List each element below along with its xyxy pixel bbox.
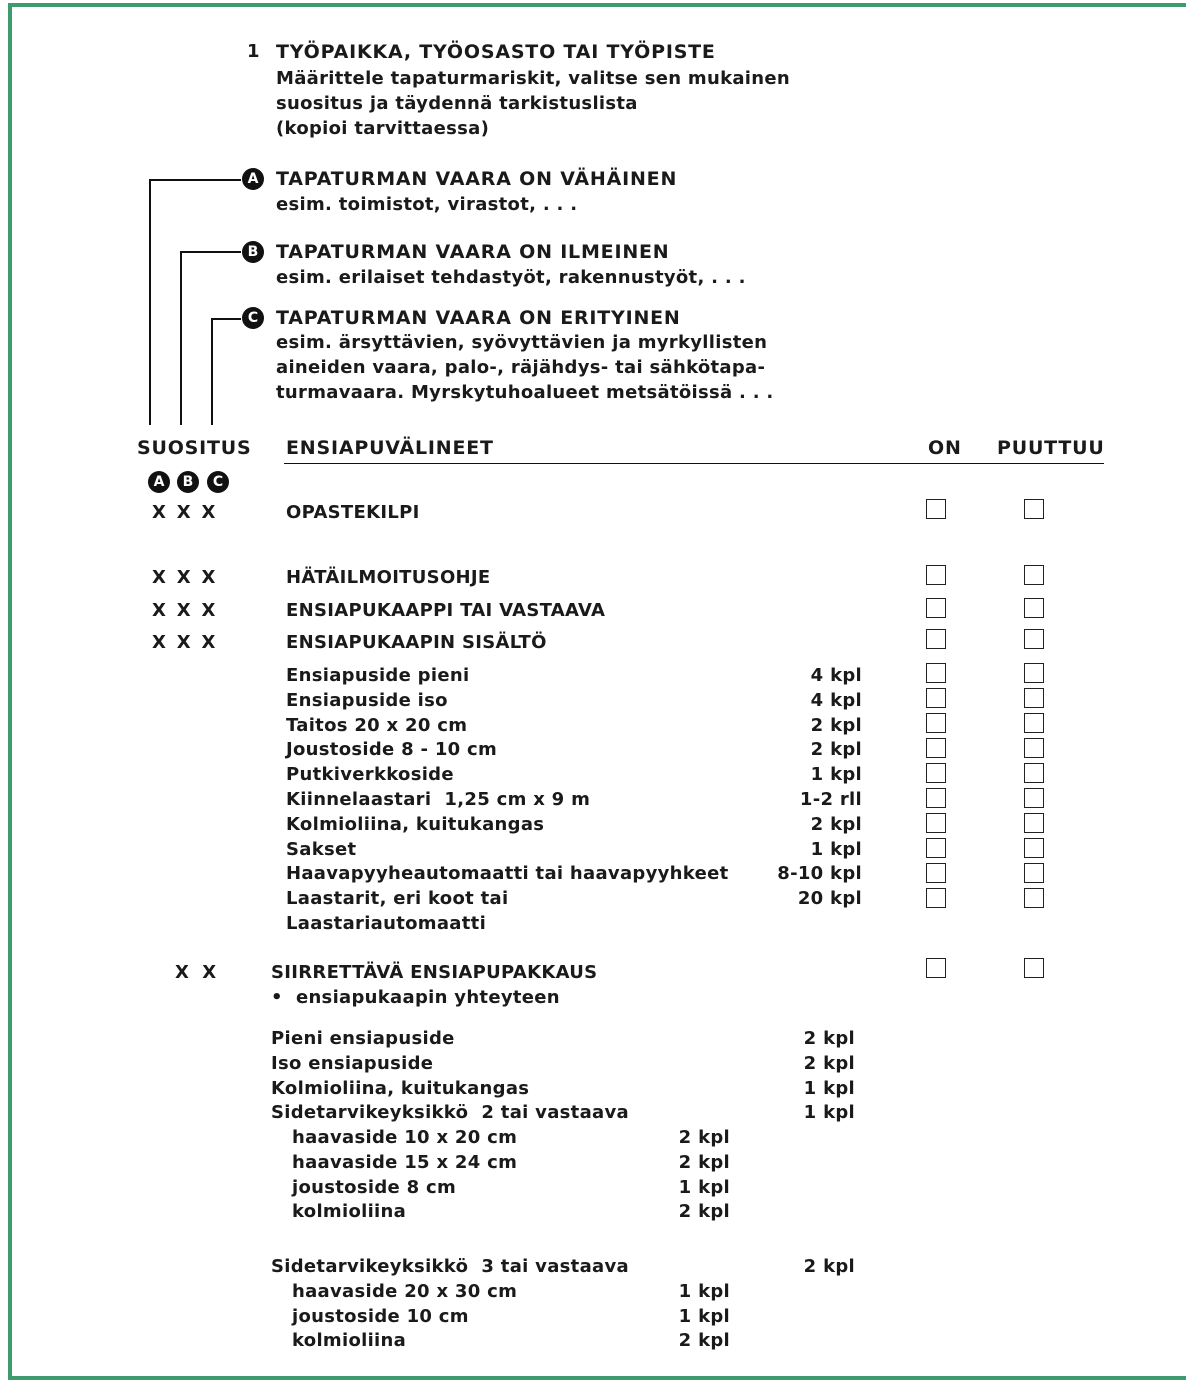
missing-checkbox[interactable]	[1024, 888, 1044, 908]
kit-item: Iso ensiapuside	[271, 1053, 434, 1074]
content-item: Ensiapuside iso	[286, 690, 448, 711]
item-label: HÄTÄILMOITUSOHJE	[286, 567, 491, 588]
present-checkbox[interactable]	[926, 663, 946, 683]
recommendation-marks: X X	[175, 962, 217, 983]
risk-b-badge: B	[242, 241, 264, 263]
risk-c-badge: C	[242, 307, 264, 329]
section-number: 1	[247, 41, 260, 62]
column-badge-a: A	[148, 471, 170, 493]
unit2-qty: 2 kpl	[678, 1152, 730, 1173]
kit-qty: 1 kpl	[803, 1078, 855, 1099]
missing-checkbox[interactable]	[1024, 788, 1044, 808]
present-header: ON	[928, 437, 962, 459]
risk-a-example: esim. toimistot, virastot, . . .	[276, 194, 578, 215]
missing-checkbox[interactable]	[1024, 713, 1044, 733]
missing-checkbox[interactable]	[1024, 813, 1044, 833]
connector-line-a	[149, 179, 151, 425]
kit-qty: 2 kpl	[803, 1053, 855, 1074]
content-qty: 8-10 kpl	[777, 863, 862, 884]
page-frame	[8, 3, 1186, 1380]
unit3-qty: 1 kpl	[678, 1306, 730, 1327]
section-intro-line: Määrittele tapaturmariskit, valitse sen mukainen	[276, 68, 791, 89]
missing-header: PUUTTUU	[997, 437, 1105, 459]
present-checkbox[interactable]	[926, 738, 946, 758]
present-checkbox[interactable]	[926, 788, 946, 808]
missing-checkbox[interactable]	[1024, 738, 1044, 758]
present-checkbox[interactable]	[926, 713, 946, 733]
present-checkbox[interactable]	[926, 688, 946, 708]
content-item: Kolmioliina, kuitukangas	[286, 814, 545, 835]
missing-checkbox[interactable]	[1024, 838, 1044, 858]
content-item: Putkiverkkoside	[286, 764, 454, 785]
missing-checkbox[interactable]	[1024, 688, 1044, 708]
unit2-qty: 1 kpl	[678, 1177, 730, 1198]
unit2-item: kolmioliina	[292, 1201, 407, 1222]
missing-checkbox[interactable]	[1024, 565, 1044, 585]
content-item: Joustoside 8 - 10 cm	[286, 739, 498, 760]
missing-checkbox[interactable]	[1024, 598, 1044, 618]
header-rule	[284, 463, 1104, 464]
present-checkbox[interactable]	[926, 888, 946, 908]
present-checkbox[interactable]	[926, 838, 946, 858]
unit3-item: joustoside 10 cm	[292, 1306, 469, 1327]
content-item: Haavapyyheautomaatti tai haavapyyhkeet	[286, 863, 729, 884]
content-qty: 20 kpl	[797, 888, 862, 909]
present-checkbox[interactable]	[926, 499, 946, 519]
item-label: OPASTEKILPI	[286, 502, 420, 523]
present-checkbox[interactable]	[926, 863, 946, 883]
risk-b-example: esim. erilaiset tehdastyöt, rakennustyöt, . . .	[276, 267, 746, 288]
connector-line-c	[211, 318, 241, 320]
unit2-item: haavaside 15 x 24 cm	[292, 1152, 518, 1173]
unit2-qty: 2 kpl	[678, 1201, 730, 1222]
risk-c-example: esim. ärsyttävien, syövyttävien ja myrkyllisten	[276, 332, 768, 353]
content-item: Ensiapuside pieni	[286, 665, 470, 686]
unit2-item: haavaside 10 x 20 cm	[292, 1127, 518, 1148]
column-badge-b: B	[177, 471, 199, 493]
section-title: TYÖPAIKKA, TYÖOSASTO TAI TYÖPISTE	[276, 41, 716, 63]
missing-checkbox[interactable]	[1024, 629, 1044, 649]
present-checkbox[interactable]	[926, 598, 946, 618]
content-qty: 2 kpl	[810, 739, 862, 760]
unit3-item: kolmioliina	[292, 1330, 407, 1351]
content-qty: 2 kpl	[810, 814, 862, 835]
missing-checkbox[interactable]	[1024, 863, 1044, 883]
content-item: Laastarit, eri koot tai	[286, 888, 509, 909]
present-checkbox[interactable]	[926, 958, 946, 978]
risk-b-title: TAPATURMAN VAARA ON ILMEINEN	[276, 241, 670, 263]
item-label: ENSIAPUKAAPIN SISÄLTÖ	[286, 632, 547, 653]
item-label: ENSIAPUKAAPPI TAI VASTAAVA	[286, 600, 606, 621]
kit-qty: 2 kpl	[803, 1028, 855, 1049]
unit3-header: Sidetarvikeyksikkö 3 tai vastaava	[271, 1256, 629, 1277]
content-item: Taitos 20 x 20 cm	[286, 715, 468, 736]
unit3-qty: 2 kpl	[678, 1330, 730, 1351]
column-badge-c: C	[207, 471, 229, 493]
content-qty: 4 kpl	[810, 690, 862, 711]
missing-checkbox[interactable]	[1024, 663, 1044, 683]
content-item: Sakset	[286, 839, 357, 860]
present-checkbox[interactable]	[926, 763, 946, 783]
content-qty: 1 kpl	[810, 839, 862, 860]
risk-a-title: TAPATURMAN VAARA ON VÄHÄINEN	[276, 168, 678, 190]
equipment-header: ENSIAPUVÄLINEET	[286, 437, 494, 459]
kit-item: Sidetarvikeyksikkö 2 tai vastaava	[271, 1102, 629, 1123]
missing-checkbox[interactable]	[1024, 499, 1044, 519]
connector-line-b	[180, 251, 182, 425]
portable-kit-note: • ensiapukaapin yhteyteen	[271, 987, 560, 1008]
present-checkbox[interactable]	[926, 565, 946, 585]
recommendation-marks: X X X	[152, 502, 216, 523]
connector-line-b	[180, 251, 241, 253]
recommendation-marks: X X X	[152, 600, 216, 621]
kit-qty: 1 kpl	[803, 1102, 855, 1123]
risk-c-example: aineiden vaara, palo-, räjähdys- tai sähkötapa-	[276, 357, 766, 378]
content-qty: 2 kpl	[810, 715, 862, 736]
connector-line-a	[149, 179, 241, 181]
unit3-qty: 1 kpl	[678, 1281, 730, 1302]
content-item: Laastariautomaatti	[286, 913, 487, 934]
connector-line-c	[211, 318, 213, 425]
recommendation-marks: X X X	[152, 567, 216, 588]
unit3-item: haavaside 20 x 30 cm	[292, 1281, 518, 1302]
present-checkbox[interactable]	[926, 629, 946, 649]
section-intro-line: (kopioi tarvittaessa)	[276, 118, 490, 139]
risk-c-title: TAPATURMAN VAARA ON ERITYINEN	[276, 307, 681, 329]
missing-checkbox[interactable]	[1024, 763, 1044, 783]
kit-item: Kolmioliina, kuitukangas	[271, 1078, 530, 1099]
recommendation-header: SUOSITUS	[137, 437, 252, 459]
content-qty: 1-2 rll	[799, 789, 862, 810]
content-item: Kiinnelaastari 1,25 cm x 9 m	[286, 789, 591, 810]
risk-a-badge: A	[242, 168, 264, 190]
risk-c-example: turmavaara. Myrskytuhoalueet metsätöissä . . .	[276, 382, 774, 403]
section-intro-line: suositus ja täydennä tarkistuslista	[276, 93, 638, 114]
portable-kit-title: SIIRRETTÄVÄ ENSIAPUPAKKAUS	[271, 962, 598, 983]
content-qty: 1 kpl	[810, 764, 862, 785]
unit2-qty: 2 kpl	[678, 1127, 730, 1148]
kit-item: Pieni ensiapuside	[271, 1028, 455, 1049]
content-qty: 4 kpl	[810, 665, 862, 686]
unit2-item: joustoside 8 cm	[292, 1177, 456, 1198]
unit3-header-qty: 2 kpl	[803, 1256, 855, 1277]
recommendation-marks: X X X	[152, 632, 216, 653]
present-checkbox[interactable]	[926, 813, 946, 833]
missing-checkbox[interactable]	[1024, 958, 1044, 978]
